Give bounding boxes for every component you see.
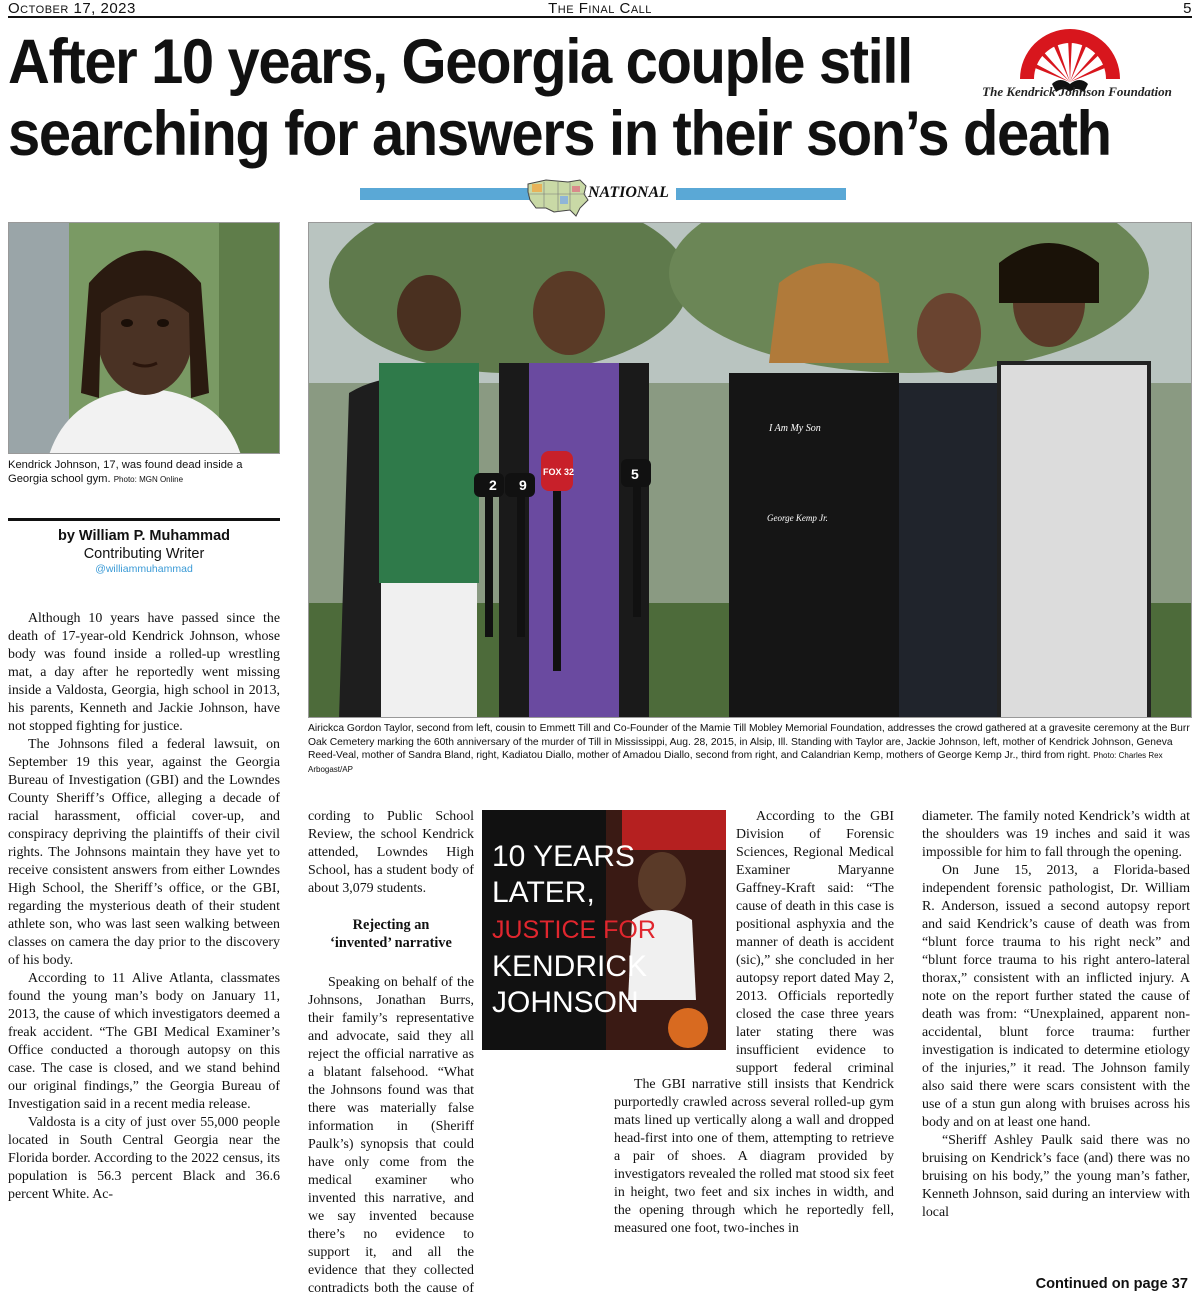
us-map-icon <box>524 174 592 220</box>
cover-title-5: JOHNSON <box>492 986 639 1019</box>
cover-title-1: 10 YEARS <box>492 840 635 873</box>
subhead-line-2: ‘invented’ narrative <box>330 935 452 951</box>
mic-label-3: FOX 32 <box>543 467 575 477</box>
continued-link[interactable]: Continued on page 37 <box>1035 1276 1188 1292</box>
section-bar-right <box>676 188 846 200</box>
mic-label-4: 5 <box>631 466 639 482</box>
section-bar-left <box>360 188 530 200</box>
cover-title-2: LATER, <box>492 876 595 909</box>
author-role: Contributing Writer <box>83 546 205 562</box>
mic-label-1: 2 <box>489 477 497 493</box>
newspaper-name: The Final Call <box>548 0 652 17</box>
kendrick-photo-credit: Photo: MGN Online <box>113 475 184 484</box>
author-name: by William P. Muhammad <box>57 528 231 544</box>
byline-rule <box>8 518 280 521</box>
article-column-1 <box>8 610 280 1204</box>
article-paragraph: According to 11 Alive Atlanta, classmates found the young man’s body on January 11, 2013, the cause of which investigators deemed a freak accident. “The GBI Medical Examiner’s Office conducted a thorough autopsy on this case. The case is closed, and we stand behind our original findings,” the Georgia Bureau of Investigation said in a recent media release. <box>8 971 280 1112</box>
masthead <box>8 0 1192 18</box>
cover-title-4: KENDRICK <box>492 950 648 983</box>
group-photo-credit: Photo: Charles Rex Arbogast/AP <box>308 751 1163 774</box>
kendrick-photo-caption <box>8 458 280 487</box>
article-paragraph: cording to Public School Review, the school Kendrick attended, Lowndes High School, has a student body of about 3,079 students. <box>308 809 474 896</box>
gravesite-ceremony-photo <box>308 222 1192 718</box>
article-paragraph: The Johnsons filed a federal lawsuit, on September 19 this year, against the Georgia Bureau of Investigation (GBI) and the Lowndes County Sheriff’s Office, alleging a decade of racial harassment, official cover-up, and conspiracy depriving the plaintiffs of their civil rights. The Johnsons maintain they have yet to receive consistent answers from either Lowndes High School, the Sheriff’s office, or the GBI, regarding the mysterious death of their student athlete son, who was last seen walking between classes on camera the day prior to the discovery of his body. <box>8 737 280 968</box>
shirt-text-1: I Am My Son <box>769 423 821 434</box>
kendrick-portrait-photo <box>8 222 280 454</box>
page-number: 5 <box>1183 0 1192 17</box>
article-paragraph: According to the GBI Division of Forensic Sciences, Regional Medical Examiner Maryanne Gaffney-Kraft said: “The cause of death in this case is positional asphyxia and the manner of death is accident (sic),” she concluded in her autopsy report dated May 2, 2013. Officials reportedly closed the case three years later stating there was insufficient evidence to support federal criminal <box>736 809 894 1076</box>
shirt-text-2: George Kemp Jr. <box>767 513 828 523</box>
subhead <box>308 916 474 952</box>
author-handle: @williammuhammad <box>95 563 193 575</box>
headline-line-2: searching for answers in their son’s death <box>8 99 1111 169</box>
article-paragraph: diameter. The family noted Kendrick’s width at the shoulders was 19 inches and said it was impossible for him to fall through the opening. <box>922 809 1190 860</box>
article-paragraph: Valdosta is a city of just over 55,000 people located in South Central Georgia near the Florida border. According to the 2022 census, its population is 56.3 percent Black and 36.6 percent White. Ac- <box>8 1115 280 1202</box>
section-label: NATIONAL <box>588 184 669 201</box>
article-column-4 <box>922 808 1190 1222</box>
article-paragraph: On June 15, 2013, a Florida-based independent forensic pathologist, Dr. William R. Anderson, issued a second autopsy report and said Kendrick’s cause of death was from “blunt force trauma to his right neck” and “blunt force trauma to his right antero-lateral thorax,” consistent with an inflicted injury. A note on the report further stated the cause of death was from: “Unexplained, apparent non-accidental, blunt force trauma: further investigation is indicated to determine etiology of the injuries,” it read. The Johnson family also said there were scars consistent with the use of a stun gun along with bruises across his body and on at least one hand. <box>922 863 1190 1130</box>
group-photo-caption <box>308 722 1192 776</box>
justice-for-kendrick-cover-image <box>482 810 726 1050</box>
byline <box>8 528 280 575</box>
article-paragraph: The GBI narrative still insists that Kendrick purportedly crawled across several rolled-up gym mats lined up vertically along a wall and dropped head-first into one of them, attempting to retrieve a pair of shoes. A diagram provided by investigators revealed the rolled mat stood six feet in height, two feet and six inches in width, and the opening through which he reportedly fell, measured one foot, two-inches in <box>614 1077 894 1236</box>
article-paragraph: “Sheriff Ashley Paulk said there was no bruising on Kendrick’s face (and) there was no bruising on his body,” the young man’s father, Kenneth Johnson, said during an interview with local <box>922 1133 1190 1220</box>
issue-date: October 17, 2023 <box>8 0 136 17</box>
kendrick-caption-text: Kendrick Johnson, 17, was found dead inside a Georgia school gym. <box>8 459 243 485</box>
headline-line-1: After 10 years, Georgia couple still <box>8 27 912 97</box>
article-paragraph: Although 10 years have passed since the death of 17-year-old Kendrick Johnson, whose body was found inside a rolled-up wrestling mat, a day after he reportedly went missing inside a Valdosta, Georgia, high school in 2013, his parents, Kenneth and Jackie Johnson, have not stopped fighting for justice. <box>8 611 280 734</box>
cover-title-3: JUSTICE FOR <box>492 916 656 944</box>
headline <box>8 26 1111 170</box>
mic-label-2: 9 <box>519 477 527 493</box>
subhead-line-1: Rejecting an <box>352 917 430 933</box>
group-caption-text: Airickca Gordon Taylor, second from left, cousin to Emmett Till and Co-Founder of the Mamie Till Mobley Memorial Foundation, addresses the crowd gathered at a gravesite ceremony at the Burr Oak Cemetery marking the 60th anniversary of the murder of Till in Mississippi, Aug. 28, 2015, in Alsip, Ill. Standing with Taylor are, Jackie Johnson, left, mother of Kendrick Johnson, Geneva Reed-Veal, mother of Sandra Bland, right, Kadiatou Diallo, mother of Amadou Diallo, second from right, and Calandrian Kemp, mothers of George Kemp Jr., third from right. <box>308 723 1190 762</box>
article-paragraph: Speaking on behalf of the Johnsons, Jonathan Burrs, their family’s representative and advocate, said they all reject the official narrative as a blatant falsehood. “What the Johnsons found was that there was materially false information in (Sheriff Paulk’s) synopsis that could have only come from the medical examiner who invented this narrative, and we say invented because there’s no evidence to support it, and all the evidence that they collected contradicts both the cause of <box>308 975 474 1296</box>
foundation-name: The Kendrick Johnson Foundation <box>982 84 1172 99</box>
